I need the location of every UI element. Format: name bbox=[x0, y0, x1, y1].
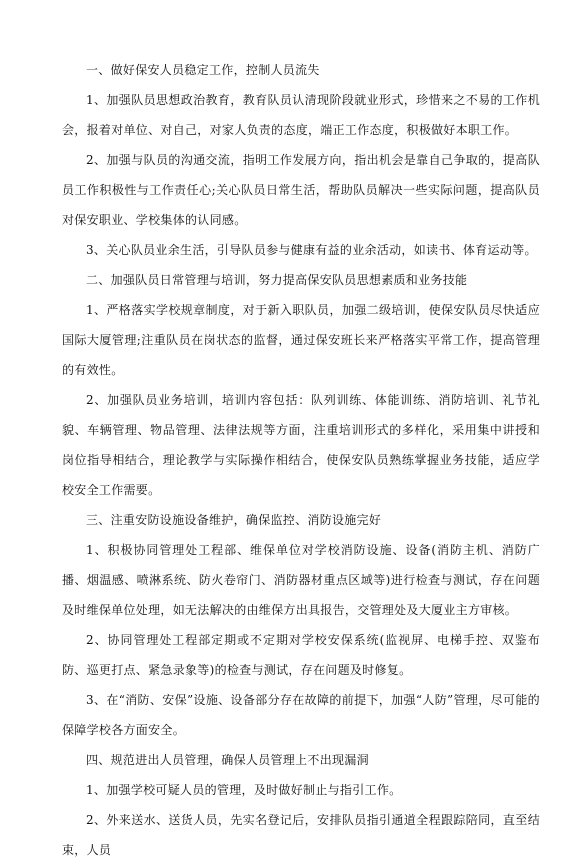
paragraph: 3、在“消防、安保”设施、设备部分存在故障的前提下，加强“人防”管理，尽可能的保障学校各方面安全。 bbox=[62, 693, 540, 737]
section-heading-1: 一、做好保安人员稳定工作，控制人员流失 bbox=[86, 63, 320, 77]
paragraph: 1、加强学校可疑人员的管理，及时做好制止与指引工作。 bbox=[86, 783, 402, 797]
section-heading-2: 二、加强队员日常管理与培训，努力提高保安队员思想素质和业务技能 bbox=[86, 273, 468, 287]
paragraph: 1、加强队员思想政治教育，教育队员认清现阶段就业形式，珍惜来之不易的工作机会，报着对单位、对自己，对家人负责的态度，端正工作态度，积极做好本职工作。 bbox=[62, 93, 540, 137]
section-heading-4: 四、规范进出人员管理，确保人员管理上不出现漏洞 bbox=[86, 753, 369, 767]
paragraph: 2、外来送水、送货人员，先实名登记后，安排队员指引通道全程跟踪陪同，直至结束，人员 bbox=[62, 813, 540, 857]
paragraph: 2、协同管理处工程部定期或不定期对学校安保系统(监视屏、电梯手控、双鉴布防、巡更打点、紧急录象等)的检查与测试，存在问题及时修复。 bbox=[62, 633, 540, 677]
paragraph: 2、加强与队员的沟通交流，指明工作发展方向，指出机会是靠自己争取的，提高队员工作积极性与工作责任心;关心队员日常生活，帮助队员解决一些实际问题，提高队员对保安职业、学校集体的认同感。 bbox=[62, 153, 540, 227]
section-heading-3: 三、注重安防设施设备维护，确保监控、消防设施完好 bbox=[86, 513, 382, 527]
paragraph: 2、加强队员业务培训，培训内容包括：队列训练、体能训练、消防培训、礼节礼貌、车辆管理、物品管理、法律法规等方面，注重培训形式的多样化，采用集中讲授和岗位指导相结合，理论教学与实际操作相结合，使保安队员熟练掌握业务技能，适应学校安全工作需要。 bbox=[62, 393, 540, 497]
paragraph: 3、关心队员业余生活，引导队员参与健康有益的业余活动，如读书、体育运动等。 bbox=[86, 243, 537, 257]
paragraph: 1、积极协同管理处工程部、维保单位对学校消防设施、设备(消防主机、消防广播、烟温感、喷淋系统、防火卷帘门、消防器材重点区域等)进行检查与测试，存在问题及时维保单位处理，如无法解决的由维保方出具报告，交管理处及大厦业主方审核。 bbox=[62, 543, 540, 617]
paragraph: 1、严格落实学校规章制度，对于新入职队员，加强二级培训，使保安队员尽快适应国际大厦管理;注重队员在岗状态的监督，通过保安班长来严格落实平常工作，提高管理的有效性。 bbox=[62, 303, 540, 377]
